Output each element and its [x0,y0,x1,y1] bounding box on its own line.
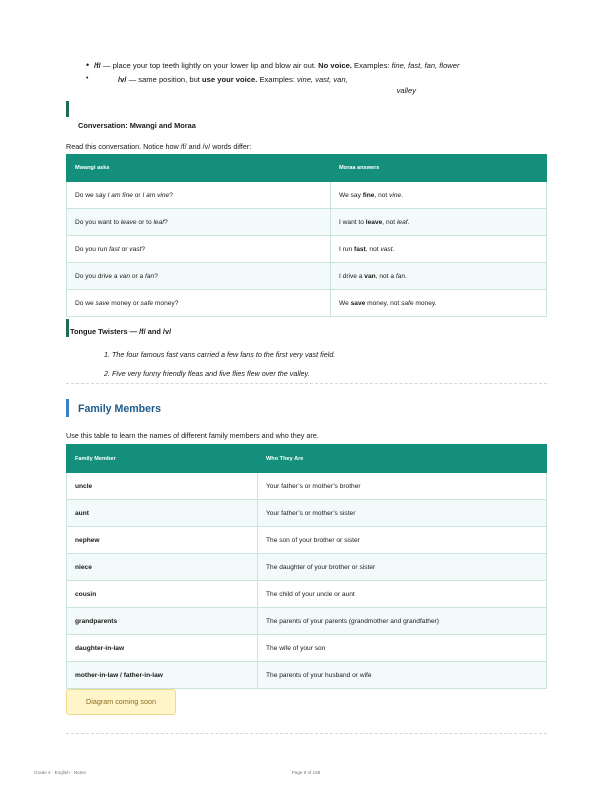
cell-text: or to [136,218,154,226]
emphasized-word: leaf [153,218,165,226]
family-intro: Use this table to learn the names of different family members and who they are. [66,431,319,440]
column-header: Moraa answers [331,155,547,182]
section-accent-bar [66,101,69,117]
emphasized-word: I am fine [107,191,133,199]
cell-text: ? [154,272,158,280]
page-number: Page 8 of 158 [291,770,321,775]
emphasized-word: leave [365,218,383,226]
cell-text: or [119,245,130,253]
table-row [67,473,547,500]
table-row [67,182,547,209]
emphasized-word: safe [401,299,414,307]
section-divider [66,733,547,734]
cell-text: ? [164,218,168,226]
cell-text: We say [339,191,363,199]
answer-cell [331,182,547,209]
cell-text: . [407,218,410,226]
cell-text: money, not [365,299,402,307]
table-row [67,527,547,554]
table-row [67,581,547,608]
cell-text: . [401,191,404,199]
list-item [104,364,335,383]
family-member-cell: daughter-in-law [67,635,258,662]
table-row [67,500,547,527]
question-cell [67,236,331,263]
table-row [67,209,547,236]
bullet-text: same position, but [138,75,203,84]
answer-cell [331,209,547,236]
cell-text: , not [374,191,390,199]
bullet-v-sound [86,74,418,96]
emphasized-word: leaf [396,218,408,226]
family-member-cell: nephew [67,527,258,554]
dash: — [126,75,139,84]
table-header-row [67,155,547,182]
cell-text: Do you want to [75,218,121,226]
list-item [104,345,335,364]
emphasized-word: leave [120,218,137,226]
cell-text: , not [382,218,397,226]
cell-text: I drive a [339,272,365,280]
cell-text: money? [153,299,179,307]
examples: vine, vast, van, [297,75,348,84]
twister-text: Five very funny friendly fleas and five flies flew over the valley. [112,369,310,378]
description-cell: The parents of your parents (grandmother and grandfather) [258,608,547,635]
bullet-emphasis: use your voice. [202,75,258,84]
list-number: 1. [104,350,110,359]
family-member-cell: aunt [67,500,258,527]
emphasized-word: vast [129,245,142,253]
twisters-list [104,345,335,383]
description-cell: The son of your brother or sister [258,527,547,554]
emphasized-word: save [95,299,110,307]
emphasized-word: save [350,299,366,307]
description-cell: The parents of your husband or wife [258,662,547,689]
emphasized-word: fast [109,245,120,253]
cell-text: Do you run [75,245,110,253]
description-cell: The child of your uncle or aunt [258,581,547,608]
section-accent-bar [66,399,69,417]
table-row [67,263,547,290]
emphasized-word: van [364,272,376,280]
cell-text: ? [169,191,173,199]
examples-label: Examples: [351,61,392,70]
list-number: 2. [104,369,110,378]
diagram-placeholder: Diagram coming soon [66,689,176,715]
section-accent-bar [66,319,69,337]
answer-cell [331,236,547,263]
table-row [67,290,547,317]
conversation-intro: Read this conversation. Notice how /f/ and /v/ words differ: [66,142,252,151]
examples-continued: valley [396,86,416,95]
sound-v: /v/ [118,75,127,84]
bullet-emphasis: No voice. [318,61,352,70]
emphasized-word: I am vine [142,191,170,199]
table-row [67,236,547,263]
emphasized-word: fan [145,272,155,280]
column-header: Family Member [67,445,258,473]
table-row [67,635,547,662]
twisters-heading: Tongue Twisters — /f/ and /v/ [70,327,172,336]
family-member-cell: grandparents [67,608,258,635]
table-row [67,608,547,635]
question-cell [67,290,331,317]
cell-text: I want to [339,218,366,226]
emphasized-word: fast [354,245,366,253]
table-row [67,554,547,581]
bullet-f-sound [86,60,556,71]
sound-bullet-list [86,60,556,96]
emphasized-word: van [119,272,130,280]
emphasized-word: fine [362,191,375,199]
answer-cell [331,263,547,290]
emphasized-word: vast [380,245,393,253]
twister-text: The four famous fast vans carried a few fans to the first very vast field. [112,350,336,359]
description-cell: Your father’s or mother’s brother [258,473,547,500]
table-header-row [67,445,547,473]
conversation-heading: Conversation: Mwangi and Moraa [78,121,196,130]
cell-text: ? [141,245,146,253]
cell-text: . [392,245,395,253]
cell-text: , not a [375,272,396,280]
question-cell [67,209,331,236]
cell-text: Do we [75,299,96,307]
family-heading: Family Members [78,403,162,415]
emphasized-word: safe [140,299,154,307]
family-member-cell: cousin [67,581,258,608]
examples: fine, fast, fan, flower [391,61,460,70]
bullet-text: place your top teeth lightly on your lower lip and blow air out. [112,61,319,70]
sound-f: /f/ [94,61,101,70]
cell-text: money or [109,299,141,307]
examples-label: Examples: [257,75,297,84]
emphasized-word: fan [395,272,406,280]
cell-text: Do you drive a [75,272,120,280]
conversation-table [66,154,547,317]
dash: — [100,61,113,70]
table-row [67,662,547,689]
cell-text: . [405,272,407,280]
cell-text: Do we say [75,191,108,199]
cell-text: , not [365,245,381,253]
cell-text: We [339,299,351,307]
section-divider [66,383,547,384]
family-member-cell: uncle [67,473,258,500]
footer-left: Grade 4 · English · Notes [34,770,86,775]
description-cell: The wife of your son [258,635,547,662]
family-member-cell: mother-in-law / father-in-law [67,662,258,689]
family-member-cell: niece [67,554,258,581]
description-cell: The daughter of your brother or sister [258,554,547,581]
description-cell: Your father’s or mother’s sister [258,500,547,527]
column-header: Mwangi asks [67,155,331,182]
cell-text: money. [413,299,437,307]
question-cell [67,182,331,209]
cell-text: I run [339,245,355,253]
cell-text: or [132,191,143,199]
cell-text: or a [130,272,146,280]
emphasized-word: vine [389,191,402,199]
question-cell [67,263,331,290]
family-table [66,444,547,689]
column-header: Who They Are [258,445,547,473]
answer-cell [331,290,547,317]
